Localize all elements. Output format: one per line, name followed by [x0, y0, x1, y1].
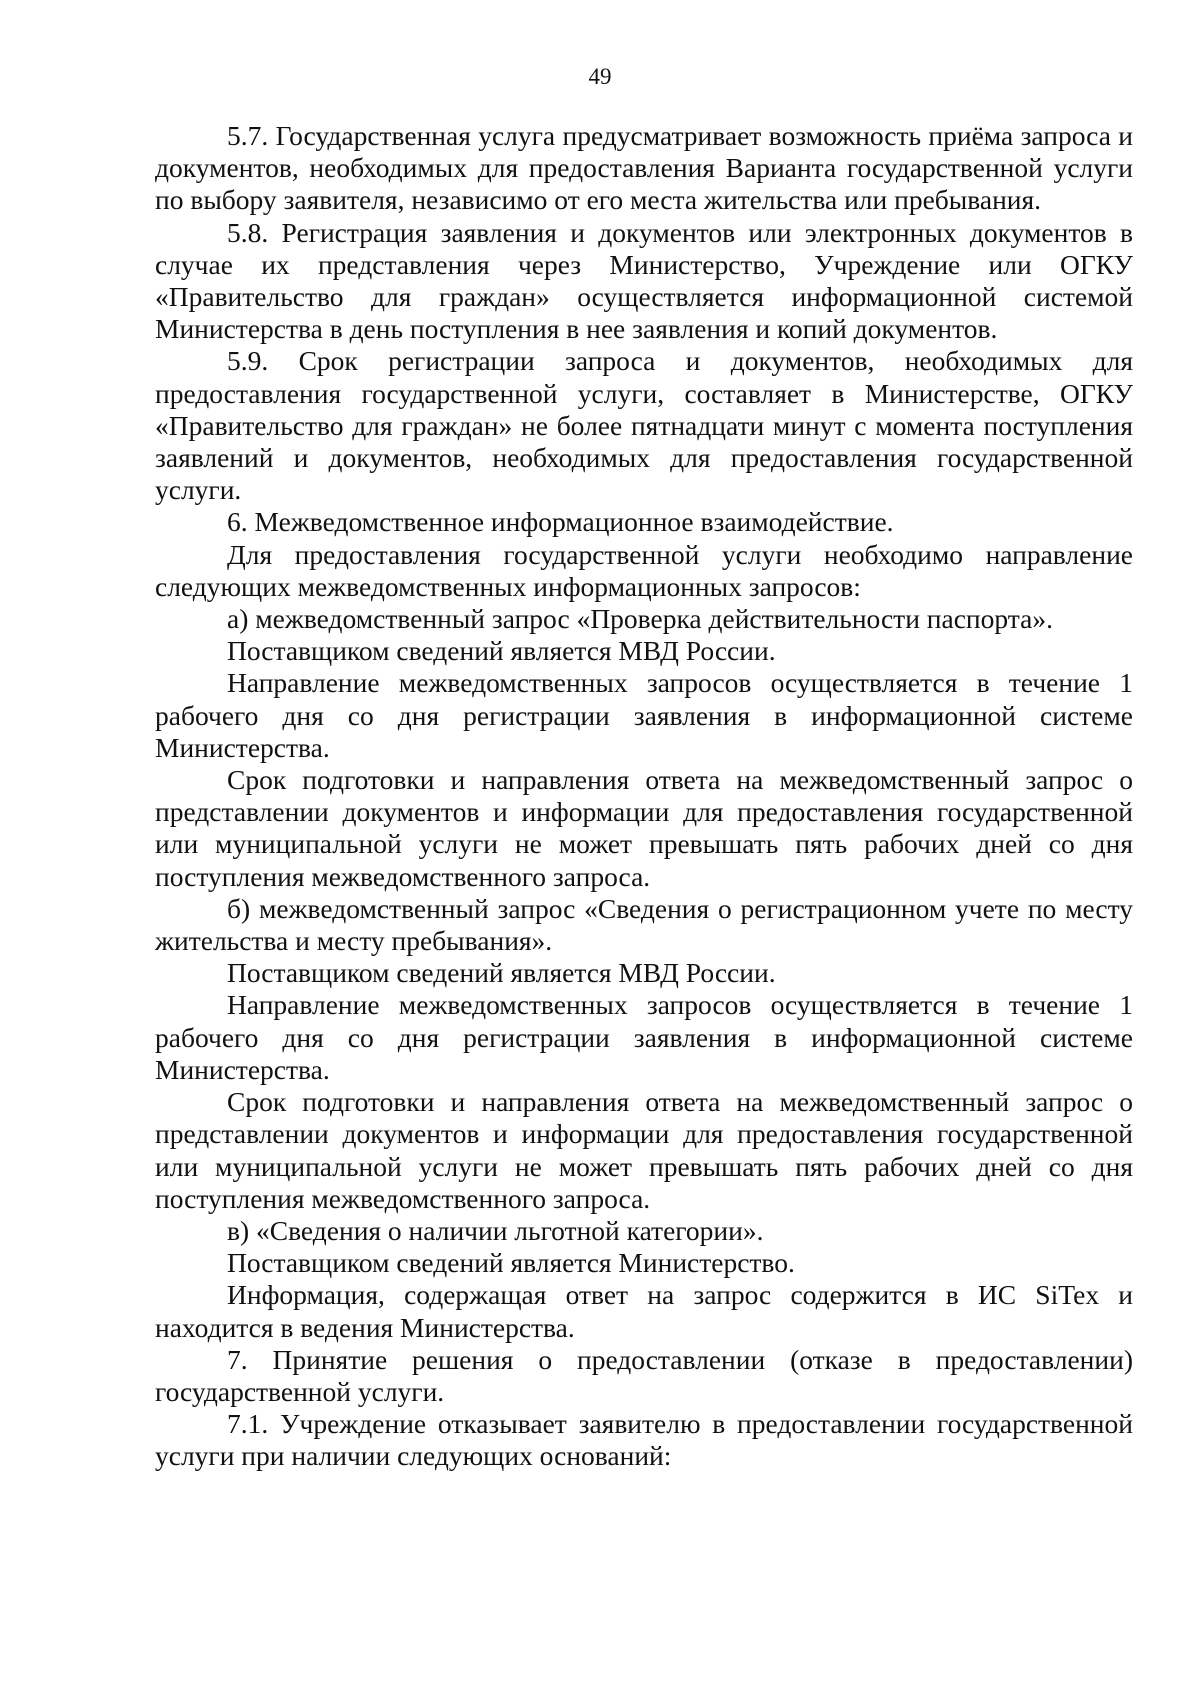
page-number: 49 [588, 64, 612, 89]
paragraph-7-1: 7.1. Учреждение отказывает заявителю в предоставлении государственной услуги при наличии следующих оснований: [155, 1408, 1133, 1472]
paragraph-deadline-a: Срок подготовки и направления ответа на межведомственный запрос о представлении документов и информации для предоставления государственной или муниципальной услуги не может превышать пять рабочих дней со дня поступления межведомственного запроса. [155, 764, 1133, 892]
paragraph-5-7: 5.7. Государственная услуга предусматривает возможность приёма запроса и документов, необходимых для предоставления Варианта государственной услуги по выбору заявителя, независимо от его места жительства или пребывания. [155, 120, 1133, 216]
section-heading-7: 7. Принятие решения о предоставлении (отказе в предоставлении) государственной услуги. [155, 1343, 1133, 1407]
paragraph-5-8: 5.8. Регистрация заявления и документов или электронных документов в случае их представления через Министерство, Учреждение или ОГКУ «Правительство для граждан» осуществляется информационной системой Министерства в день поступления в нее заявления и копий документов. [155, 216, 1133, 345]
paragraph-request-b: б) межведомственный запрос «Сведения о регистрационном учете по месту жительства и месту пребывания». [155, 892, 1133, 957]
paragraph-request-a: а) межведомственный запрос «Проверка действительности паспорта». [227, 603, 1053, 635]
paragraph-direction-a: Направление межведомственных запросов осуществляется в течение 1 рабочего дня со дня регистрации заявления в информационной системе Министерства. [155, 667, 1133, 763]
paragraph-deadline-b: Срок подготовки и направления ответа на межведомственный запрос о представлении документов и информации для предоставления государственной или муниципальной услуги не может превышать пять рабочих дней со дня поступления межведомственного запроса. [155, 1086, 1133, 1214]
paragraph-provider-a: Поставщиком сведений является МВД России. [227, 635, 776, 667]
paragraph-intro-requests: Для предоставления государственной услуги необходимо направление следующих межведомственных информационных запросов: [155, 538, 1133, 602]
paragraph-request-c: в) «Сведения о наличии льготной категории». [227, 1214, 764, 1246]
paragraph-direction-b: Направление межведомственных запросов осуществляется в течение 1 рабочего дня со дня регистрации заявления в информационной системе Министерства. [155, 989, 1133, 1085]
paragraph-5-9: 5.9. Срок регистрации запроса и документов, необходимых для предоставления государственной услуги, составляет в Министерстве, ОГКУ «Правительство для граждан» не более пятнадцати минут с момента поступления заявлений и документов, необходимых для предоставления государственной услуги. [155, 345, 1133, 506]
paragraph-info-c: Информация, содержащая ответ на запрос содержится в ИС SiTex и находится в ведения Министерства. [155, 1279, 1133, 1343]
section-heading-6: 6. Межведомственное информационное взаимодействие. [227, 506, 894, 538]
paragraph-provider-b: Поставщиком сведений является МВД России. [227, 957, 776, 989]
document-body [155, 120, 1133, 1473]
paragraph-provider-c: Поставщиком сведений является Министерство. [227, 1247, 795, 1279]
